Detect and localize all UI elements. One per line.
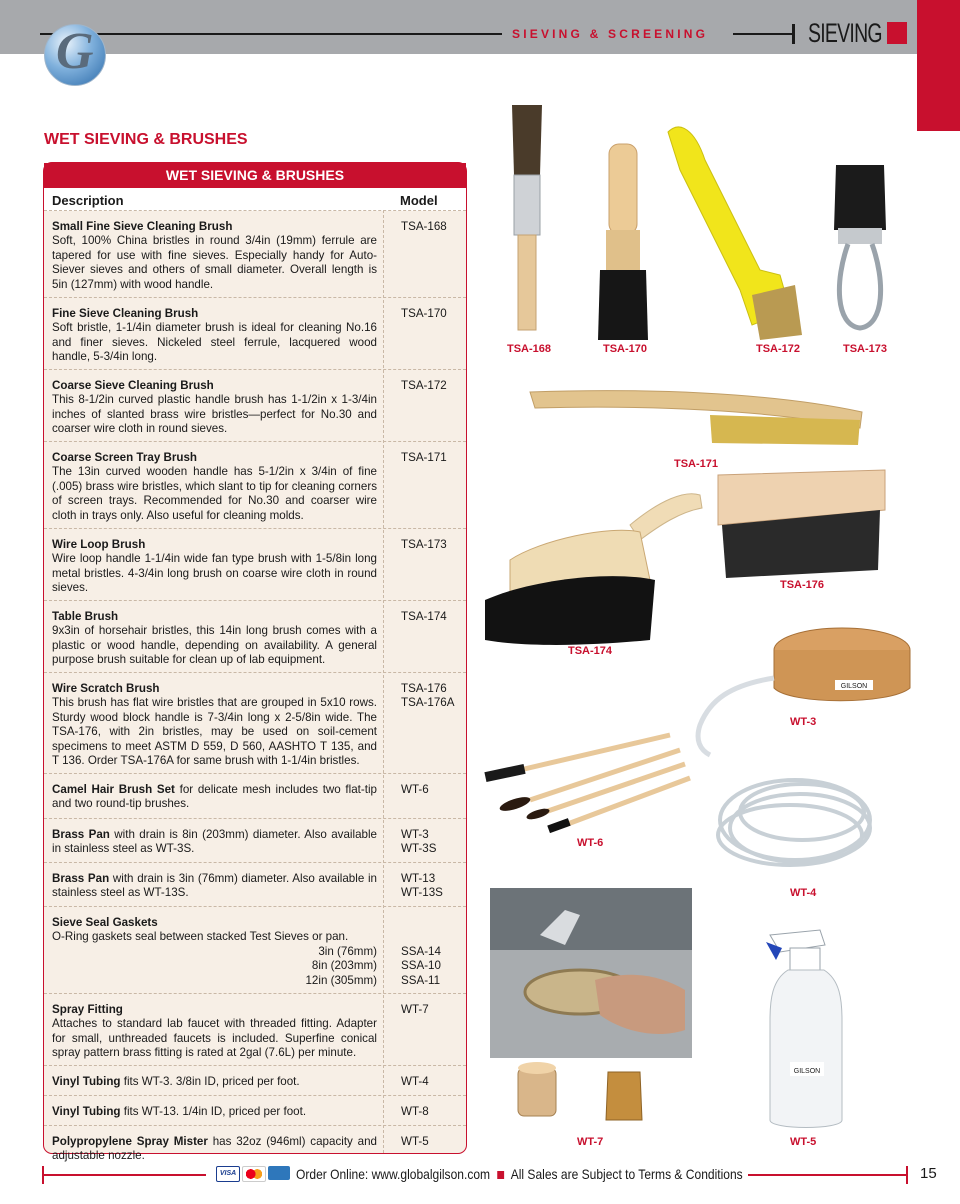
product-name: Coarse Sieve Cleaning Brush xyxy=(52,379,214,392)
product-description: The 13in curved wooden handle has 5-1/2in x 3/4in of fine (.005) brass wire bristles, which slant to tip for cleaning corners of screen trays. Recommended for No.30 and coarser wire cloth in trays only. Also useful for cleaning molds. xyxy=(52,465,377,522)
column-header-model: Model xyxy=(400,193,438,208)
footer-rule-left xyxy=(44,1174,206,1176)
product-name: Vinyl Tubing xyxy=(52,1075,121,1088)
product-description: Wire loop handle 1-1/4in wide fan type brush with 1-5/8in long metal bristles. 4-3/4in long brush on coarse wire cloth in round sieves. xyxy=(52,552,377,595)
terms-text: All Sales are Subject to Terms & Conditions xyxy=(510,1166,743,1182)
model-number: TSA-174 xyxy=(401,610,447,623)
model-number: SSA-14 xyxy=(401,945,441,958)
model-number: WT-3S xyxy=(401,842,437,856)
table-row xyxy=(44,863,466,907)
gasket-size: 3in (76mm) xyxy=(318,944,377,958)
page-title: WET SIEVING & BRUSHES xyxy=(44,131,248,148)
product-description: O-Ring gaskets seal between stacked Test Sieves or pan. xyxy=(52,930,349,944)
product-name: Sieve Seal Gaskets xyxy=(52,916,158,929)
caption-wt-5: WT-5 xyxy=(790,1136,817,1148)
product-name: Wire Loop Brush xyxy=(52,538,146,551)
model-number: SSA-11 xyxy=(401,973,441,987)
table-row xyxy=(44,601,466,673)
footer-text xyxy=(296,1166,743,1182)
table-row xyxy=(44,1126,466,1168)
gasket-size: 12in (305mm) xyxy=(305,973,377,987)
tsa-176-brush-image xyxy=(718,470,885,578)
visa-card-icon: VISA xyxy=(216,1166,240,1182)
table-row xyxy=(44,298,466,370)
product-description: fits WT-13. 1/4in ID, priced per foot. xyxy=(120,1105,307,1118)
wt-7-fittings-image xyxy=(518,1062,642,1120)
model-number: WT-4 xyxy=(401,1075,429,1088)
tsa-174-brush-image xyxy=(485,494,702,645)
table-row xyxy=(44,774,466,819)
footer-tick-right xyxy=(906,1166,908,1184)
caption-tsa-173: TSA-173 xyxy=(843,343,888,355)
caption-tsa-176: TSA-176 xyxy=(780,579,825,591)
tsa-172-brush-image xyxy=(668,127,802,340)
column-header-description: Description xyxy=(52,193,124,208)
table-header-row xyxy=(44,188,466,211)
product-name: Brass Pan xyxy=(52,872,110,885)
product-name: Vinyl Tubing xyxy=(52,1105,121,1118)
caption-tsa-172: TSA-172 xyxy=(756,343,801,355)
model-number: TSA-171 xyxy=(401,451,447,464)
table-row xyxy=(44,673,466,774)
product-table xyxy=(43,162,467,1163)
footer-separator xyxy=(497,1171,504,1179)
product-description: 9x3in of horsehair bristles, this 14in long brush comes with a plastic or wood handle, depending on availability. A general purpose brush suitable for clean up of lab equipment. xyxy=(52,624,377,667)
model-number: WT-8 xyxy=(401,1105,429,1118)
caption-wt-4: WT-4 xyxy=(790,887,817,899)
model-number: TSA-173 xyxy=(401,538,447,551)
wt-3-brass-pan-image xyxy=(698,628,910,755)
product-name: Wire Scratch Brush xyxy=(52,682,160,695)
header-rule-end xyxy=(792,24,795,44)
product-name: Table Brush xyxy=(52,610,119,623)
footer-rule-right xyxy=(748,1174,908,1176)
product-name: Brass Pan xyxy=(52,828,110,841)
section-label: SIEVING & SCREENING xyxy=(512,27,709,41)
model-number: WT-13S xyxy=(401,886,443,900)
product-description: with drain is 3in (76mm) diameter. Also available in stainless steel as WT-13S. xyxy=(52,872,377,900)
model-number: WT-3 xyxy=(401,828,429,841)
product-description: for delicate mesh includes two flat-tip and two round-tip brushes. xyxy=(52,783,377,811)
product-description: Soft bristle, 1-1/4in diameter brush is ideal for cleaning No.16 and finer sieves. Nickeled steel ferrule, lacquered wood handle, 5-3/4in long. xyxy=(52,321,377,364)
page-number: 15 xyxy=(920,1165,937,1182)
model-number: TSA-176 xyxy=(401,682,447,695)
header-rule-2 xyxy=(733,33,793,35)
model-number: TSA-176A xyxy=(401,696,455,710)
wt-4-vinyl-tubing-image xyxy=(718,780,870,865)
title-square xyxy=(887,22,907,44)
table-row xyxy=(44,994,466,1066)
caption-tsa-171: TSA-171 xyxy=(674,458,719,470)
tsa-171-brush-image xyxy=(530,391,862,445)
product-description: Attaches to standard lab faucet with threaded fitting. Adapter for small, unthreaded faucets is included. Superfine conical spray pattern brass fitting is rated at 2gal (7.6L) per minute. xyxy=(52,1017,377,1060)
payment-cards xyxy=(216,1166,292,1182)
table-title: WET SIEVING & BRUSHES xyxy=(44,163,466,188)
tsa-170-brush-image xyxy=(598,144,648,340)
model-number: TSA-172 xyxy=(401,379,447,392)
table-row xyxy=(44,529,466,601)
wt-5-spray-mister-image xyxy=(766,930,842,1128)
caption-tsa-174: TSA-174 xyxy=(568,645,613,657)
model-number: WT-13 xyxy=(401,872,436,885)
order-online-text[interactable]: Order Online: www.globalgilson.com xyxy=(296,1166,491,1182)
product-name: Spray Fitting xyxy=(52,1003,123,1016)
table-row xyxy=(44,907,466,994)
product-description: Soft, 100% China bristles in round 3/4in (19mm) ferrule are tapered for use with fine sieves. Especially handy for Auto-Siever sieves and others of small diameter. Overall length is 5in (127mm) with wood handle. xyxy=(52,234,377,291)
section-title: SIEVING xyxy=(808,18,882,48)
gasket-size: 8in (203mm) xyxy=(311,959,377,973)
bottle-brand-label: GILSON xyxy=(793,1068,821,1075)
caption-wt-3: WT-3 xyxy=(790,716,817,728)
caption-tsa-168: TSA-168 xyxy=(507,343,552,355)
caption-wt-7: WT-7 xyxy=(577,1136,604,1148)
product-description: fits WT-3. 3/8in ID, priced per foot. xyxy=(120,1075,300,1088)
product-name: Camel Hair Brush Set xyxy=(52,783,175,796)
amex-card-icon xyxy=(268,1166,290,1180)
table-row xyxy=(44,819,466,863)
product-photos xyxy=(490,100,920,1160)
product-description: has 32oz (946ml) capacity and adjustable nozzle. xyxy=(52,1135,377,1163)
caption-wt-6: WT-6 xyxy=(577,837,604,849)
model-number: WT-5 xyxy=(401,1135,429,1148)
tsa-168-brush-image xyxy=(512,105,542,330)
chapter-tab xyxy=(917,0,960,131)
table-row xyxy=(44,442,466,529)
logo-letter: G xyxy=(56,23,94,80)
table-row xyxy=(44,1096,466,1126)
product-description: This brush has flat wire bristles that are grouped in 5x10 rows. Sturdy wood block handle is 7-3/4in long x 2-5/8in wide. The TSA-176, with 2in bristles, may be used on soil-cement specimens to meet ASTM D 559, D 560, AASHTO T 135, and T 136. Order TSA-176A for same brush with 1-1/4in bristles. xyxy=(52,696,377,768)
product-name: Polypropylene Spray Mister xyxy=(52,1135,208,1148)
header-rule xyxy=(40,33,502,35)
model-number: SSA-10 xyxy=(401,959,441,973)
model-number: WT-7 xyxy=(401,1003,429,1016)
caption-tsa-170: TSA-170 xyxy=(603,343,648,355)
model-number: TSA-168 xyxy=(401,220,447,233)
product-name: Fine Sieve Cleaning Brush xyxy=(52,307,199,320)
product-name: Small Fine Sieve Cleaning Brush xyxy=(52,220,233,233)
table-row xyxy=(44,1066,466,1096)
product-description: This 8-1/2in curved plastic handle brush has 1-1/2in x 1-3/4in inches of slanted brass wire bristles—perfect for No.30 and coarser wire cloth in round sieves. xyxy=(52,393,377,436)
wt-6-brush-set-image xyxy=(484,735,690,833)
table-row xyxy=(44,370,466,442)
wt-7-spray-fitting-photo xyxy=(490,888,692,1058)
model-number: TSA-170 xyxy=(401,307,447,320)
product-name: Coarse Screen Tray Brush xyxy=(52,451,197,464)
table-row xyxy=(44,211,466,298)
pan-brand-label: GILSON xyxy=(840,683,868,690)
product-description: with drain is 8in (203mm) diameter. Also available in stainless steel as WT-3S. xyxy=(52,828,377,856)
model-number: WT-6 xyxy=(401,783,429,796)
tsa-173-brush-image xyxy=(834,165,886,328)
mastercard-icon xyxy=(242,1166,266,1182)
